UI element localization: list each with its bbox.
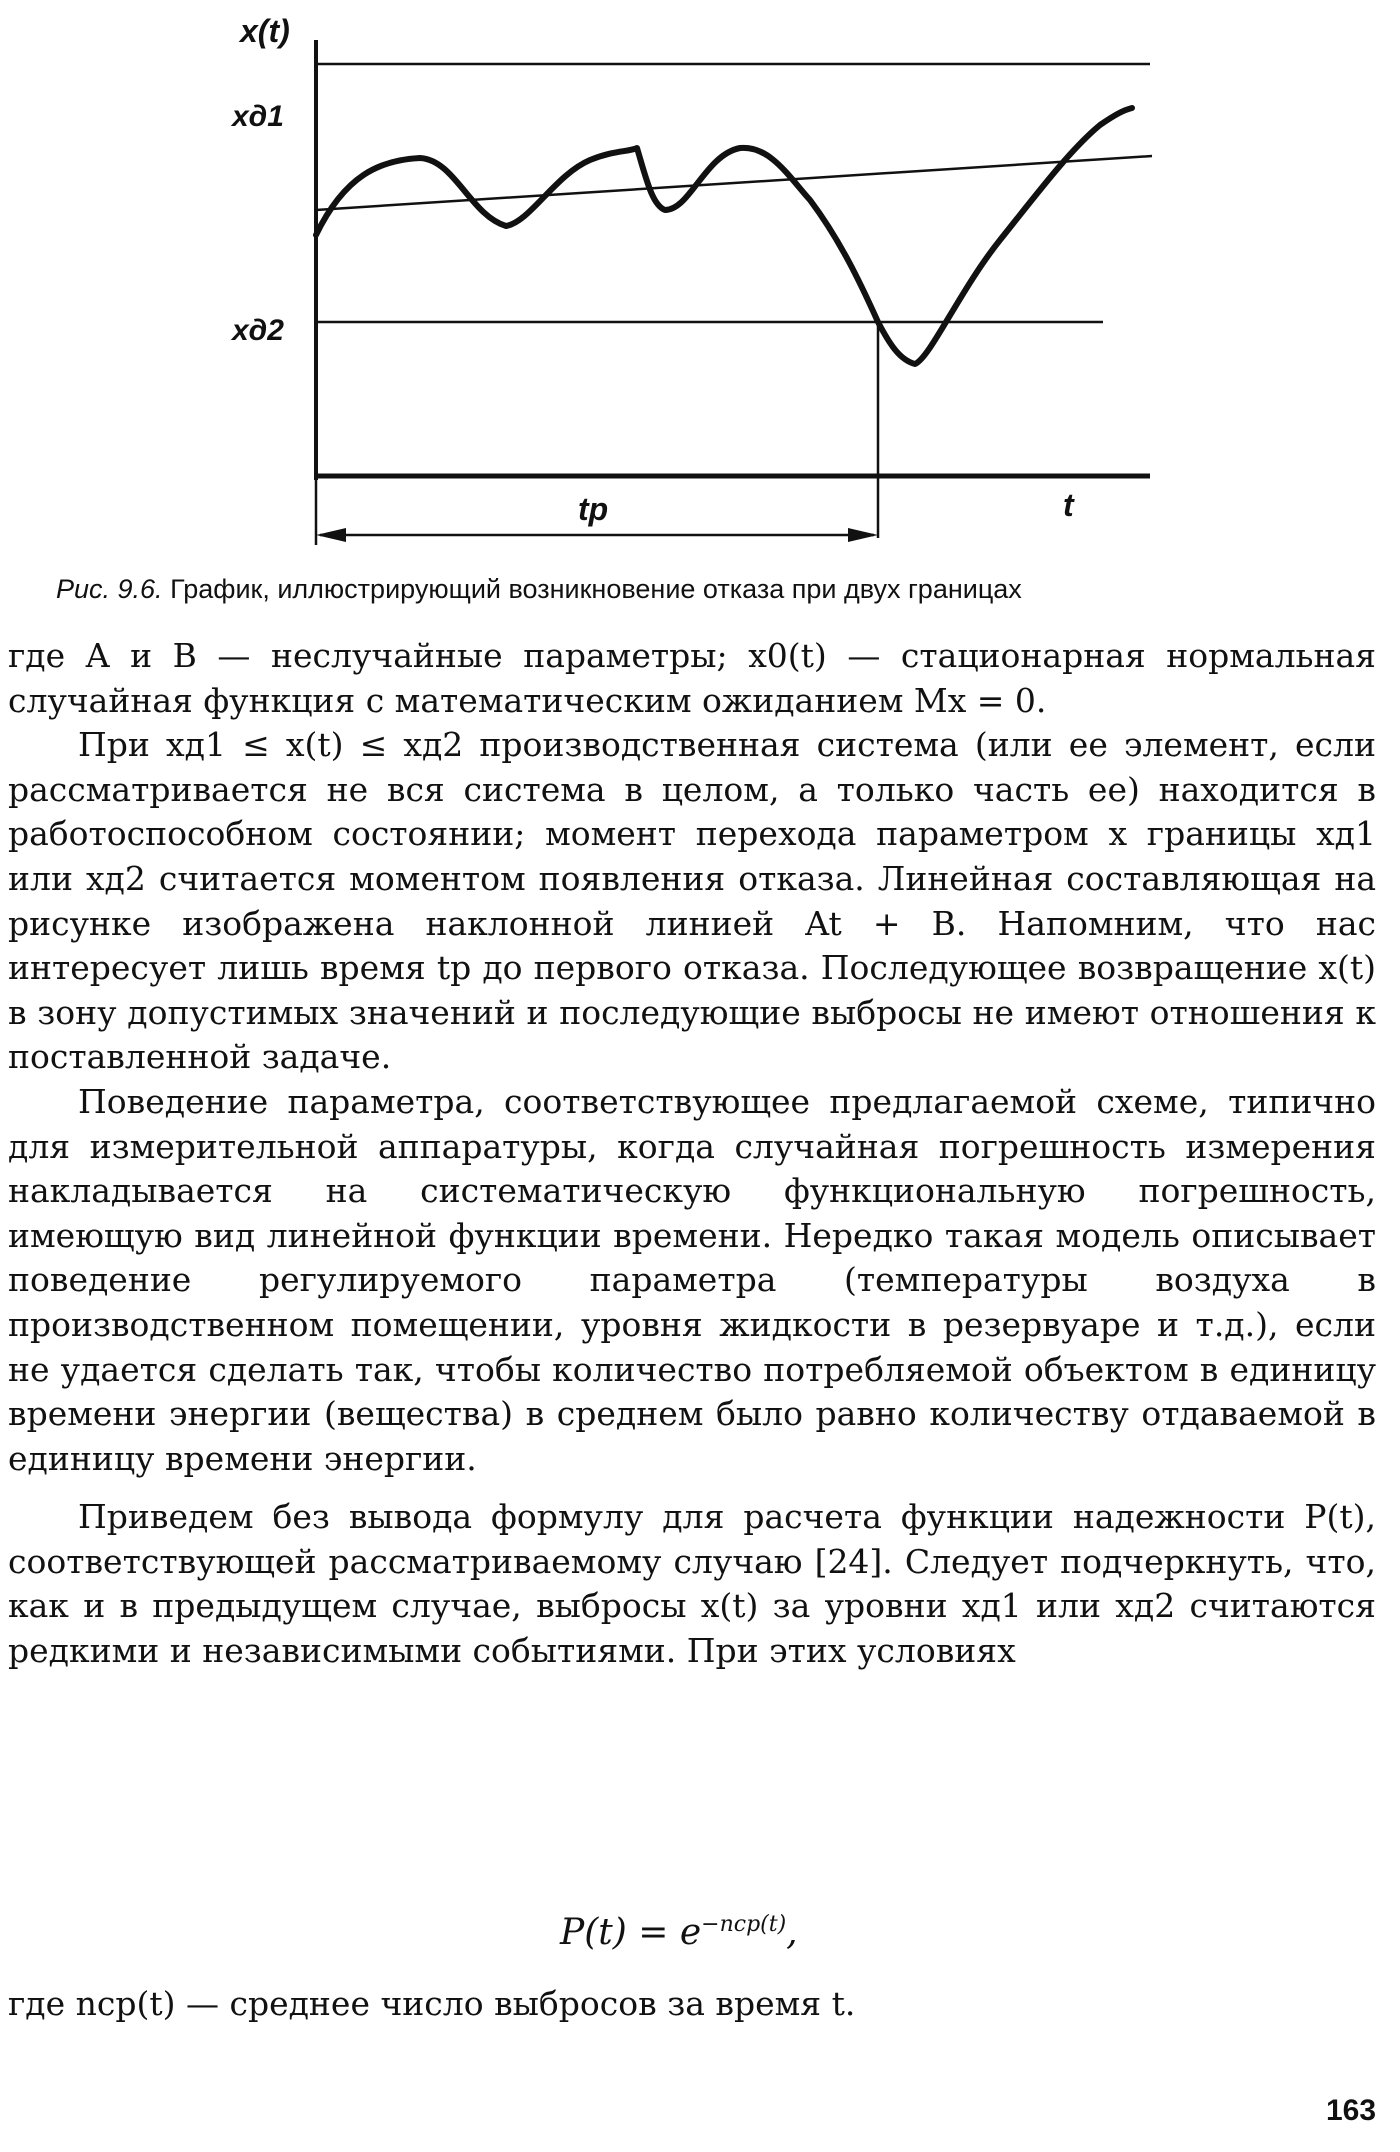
figure-caption (56, 574, 1356, 605)
paragraph-2: При xд1 ≤ x(t) ≤ xд2 производственная система (или ее элемент, если рассматривается не вся система в целом, а только часть ее) находится в работоспособном состоянии; момент перехода параметром x границы xд1 или xд2 считается моментом появления отказа. Линейная составляющая на рисунке изображена наклонной линией At + B. Напомним, что нас интересует лишь время tр до первого отказа. Последующее возвращение x(t) в зону допустимых значений и последующие выбросы не имеют отношения к поставленной задаче. (8, 725, 1376, 1077)
process-curve (316, 108, 1132, 364)
body-text (8, 634, 1376, 1674)
upper-limit-label: xд1 (232, 100, 284, 133)
reliability-formula (560, 1912, 960, 1953)
paragraph-3: Поведение параметра, соответствующее предлагаемой схеме, типично для измерительной аппаратуры, когда случайная погрешность измерения накладывается на систематическую функциональную погрешность, имеющую вид линейной функции времени. Нередко такая модель описывает поведение регулируемого параметра (температуры воздуха в производственном помещении, уровня жидкости в резервуаре и т.д.), если не удается сделать так, чтобы количество потребляемой объектом в единицу времени энергии (вещества) в среднем было равно количеству отдаваемой в единицу времени энергии. (8, 1081, 1376, 1478)
formula-explanation: где nср(t) — среднее число выбросов за время t. (8, 1984, 856, 2023)
failure-graph (0, 0, 1400, 640)
tr-arrow-left-head (316, 528, 346, 542)
tr-arrow-right-head (848, 528, 878, 542)
page-number: 163 (1326, 2094, 1377, 2127)
paragraph-4: Приведем без вывода формулу для расчета функции надежности P(t), соответствующей рассматриваемому случаю [24]. Следует подчеркнуть, что, как и в предыдущем случае, выбросы x(t) за уровни xд1 или xд2 считаются редкими и независимыми событиями. При этих условиях (8, 1497, 1376, 1671)
caption-text: График, иллюстрирующий возникновение отказа при двух границах (170, 574, 1022, 604)
formula-end: , (786, 1912, 798, 1953)
caption-label: Рис. 9.6. (56, 574, 163, 604)
paragraph-1: где A и B — неслучайные параметры; x0(t) — стационарная нормальная случайная функция с математическим ожиданием Mx = 0. (8, 636, 1376, 720)
y-axis-label: x(t) (240, 13, 290, 49)
tr-label: tр (578, 491, 609, 527)
formula-base: P(t) = e (560, 1912, 702, 1953)
formula-exponent: −nср(t) (701, 1912, 787, 1937)
figure-9-6 (0, 0, 1400, 640)
lower-limit-label: xд2 (232, 314, 284, 347)
time-label: t (1063, 487, 1074, 523)
